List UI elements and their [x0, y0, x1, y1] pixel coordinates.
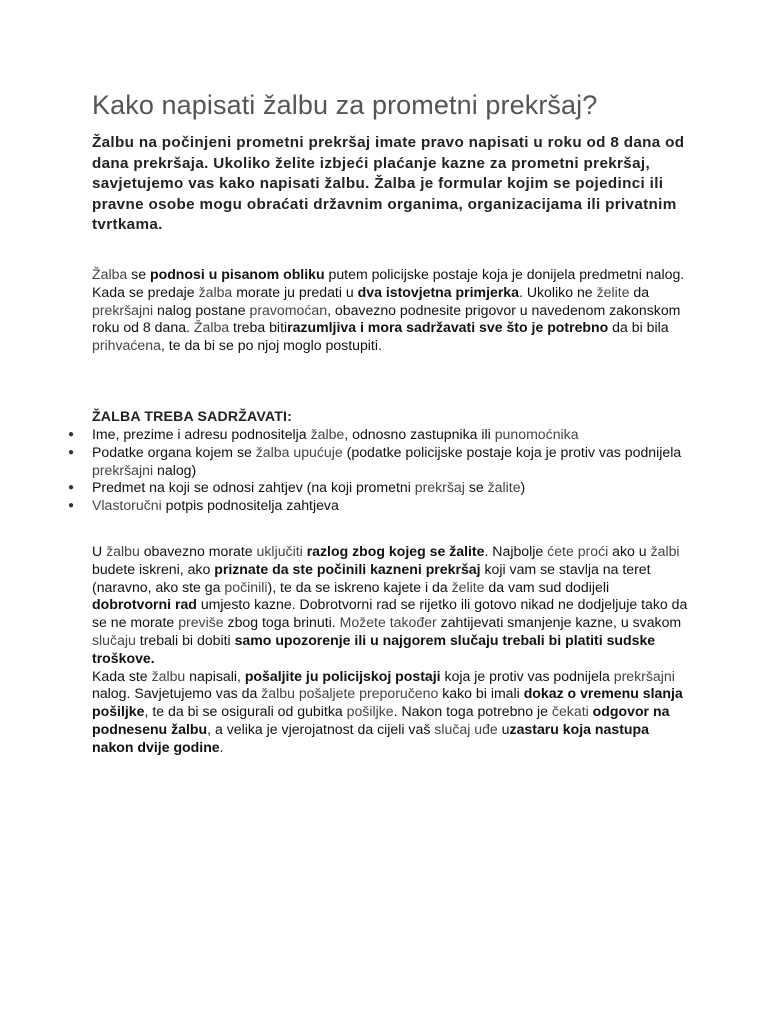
- text-run: prekršajni: [613, 667, 675, 684]
- text-run: ): [520, 479, 526, 496]
- list-item: [68, 497, 692, 515]
- text-run: . Najbolje: [484, 543, 548, 559]
- text-run: obavezno morate: [139, 543, 257, 559]
- text-run: potpis: [165, 497, 204, 514]
- text-run: pošiljke: [346, 703, 394, 720]
- text-run: upućuje: [293, 443, 343, 460]
- text-run: napisali,: [185, 667, 245, 684]
- text-run: , a velika je vjerojatnost da cijeli vaš: [207, 720, 435, 737]
- bullet-icon: ●: [68, 429, 75, 440]
- text-run: punomoćnika: [494, 426, 579, 442]
- text-run: želite: [596, 283, 630, 300]
- bullet-icon: ●: [68, 446, 75, 458]
- text-run: zbog toga brinuti.: [223, 614, 340, 631]
- text-run: umjesto kazne. Dobrotvorni rad se rijetko ili gotovo nikad ne dodjeljuje tako da se ne morate: [92, 596, 688, 631]
- text-run: (podatke policijske postaje koja je protiv vas podnijela: [342, 443, 682, 460]
- text-run: U: [92, 543, 107, 559]
- bold-run: razumljiva i mora sadržavati sve što je potrebno: [287, 319, 609, 336]
- text-run: Kada ste: [92, 667, 152, 684]
- text-run: da bi bila: [608, 319, 669, 336]
- text-run: previše: [178, 614, 224, 631]
- text-run: podnositelja zahtjeva: [203, 497, 339, 514]
- text-run: prekršajni: [92, 301, 154, 318]
- bullet-icon: ●: [68, 482, 75, 494]
- text-run: , obavezno podnesite prigovor u navedenom zakonskom roku od 8 dana.: [92, 301, 681, 336]
- text-run: prekršajni: [92, 461, 154, 478]
- list-item: [68, 479, 692, 497]
- bullet-icon: ●: [68, 500, 75, 512]
- text-run: čekati: [551, 703, 589, 720]
- text-run: slučaj uđe: [434, 720, 498, 737]
- text-run: morate ju predati u: [232, 283, 358, 300]
- text-run: treba biti: [229, 319, 288, 336]
- text-run: Podatke organa kojem se: [92, 443, 256, 460]
- bold-run: pošaljite ju policijskoj postaji: [244, 667, 441, 684]
- text-run: , te da bi se po njoj moglo postupiti.: [160, 337, 382, 354]
- text-run: se: [127, 266, 150, 282]
- text-run: da vam sud dodijeli: [484, 578, 610, 595]
- bold-run: zastaru koja nastupa nakon dvije godine: [92, 720, 649, 755]
- bold-run: dobrotvorni rad: [92, 596, 197, 613]
- text-run: žalba: [198, 283, 233, 300]
- bold-run: samo upozorenje ili u najgorem slučaju trebali bi platiti sudske troškove.: [92, 631, 656, 666]
- text-run: pravomoćan: [249, 301, 328, 318]
- text-run: Žalba: [92, 266, 128, 282]
- text-run: žalba: [255, 443, 290, 460]
- intro-paragraph: Žalbu na počinjeni prometni prekršaj imate pravo napisati u roku od 8 dana od dana prekršaja. Ukoliko želite izbjeći plaćanje kazne za prometni prekršaj, savjetujemo vas kako napisati žalbu. Žalba je formular kojim se pojedinci ili pravne osobe mogu obraćati državnim organima, organizacijama ili privatnim tvrtkama.: [92, 134, 685, 234]
- text-run: , te da bi se osigurali od gubitka: [144, 703, 347, 720]
- text-run: Predmet na koji se odnosi zahtjev (na koji prometni: [92, 479, 415, 496]
- requirements-list: [68, 426, 692, 515]
- text-run: ako u: [608, 543, 651, 559]
- text-run: Žalba: [193, 319, 230, 336]
- text-run: žalbi: [650, 543, 680, 559]
- text-run: se: [464, 479, 488, 496]
- text-run: trebali bi dobiti: [135, 631, 235, 648]
- bold-run: podnosi u pisanom obliku: [149, 266, 325, 282]
- bold-run: odgovor na podnesenu žalbu: [92, 703, 670, 737]
- bold-run: razlog zbog kojeg se žalite: [306, 543, 485, 559]
- text-run: . Nakon toga potrebno je: [393, 703, 552, 720]
- text-run: uključiti: [256, 543, 303, 559]
- text-run: nalog postane: [153, 301, 250, 318]
- text-run: žalite: [487, 479, 521, 496]
- text-run: ), te da se iskreno kajete i da: [267, 578, 452, 595]
- text-run: koji vam se stavlja na teret (naravno, ako ste ga: [92, 560, 651, 595]
- text-run: slučaju: [92, 631, 136, 648]
- text-run: , odnosno zastupnika ili: [344, 426, 495, 442]
- text-run: žalbe: [310, 426, 345, 442]
- text-run: prihvaćena: [92, 337, 161, 354]
- text-run: Vlastoručni: [92, 497, 162, 514]
- text-run: žalbu: [151, 667, 186, 684]
- bold-run: dva istovjetna primjerka: [357, 283, 519, 300]
- text-run: putem policijske postaje koja je donijela predmetni nalog. Kada se predaje: [92, 266, 685, 300]
- text-run: . Ukoliko ne: [519, 283, 597, 300]
- text-run: budete iskreni, ako: [92, 560, 215, 577]
- list-item: [68, 426, 692, 444]
- text-run: nalog): [153, 461, 197, 478]
- text-run: kako bi imali: [438, 685, 524, 702]
- page-title: Kako napisati žalbu za prometni prekršaj?: [92, 90, 598, 120]
- text-run: u: [497, 720, 510, 737]
- text-run: Ime, prezime i adresu podnositelja: [92, 426, 311, 442]
- list-item: [68, 443, 692, 480]
- bold-run: dokaz o vremenu slanja pošiljke: [92, 685, 683, 720]
- content-paragraph: [92, 543, 688, 757]
- text-run: počinili: [224, 578, 268, 595]
- text-run: .: [219, 738, 224, 755]
- section-heading: ŽALBA TREBA SADRŽAVATI:: [92, 408, 293, 424]
- text-run: zahtijevati smanjenje kazne, u svakom: [436, 614, 682, 631]
- text-run: nalog. Savjetujemo vas da: [92, 685, 262, 702]
- bold-run: priznate da ste počinili kazneni prekršaj: [214, 560, 481, 577]
- text-run: žalbu pošaljete preporučeno: [261, 685, 439, 702]
- text-run: da: [629, 283, 650, 300]
- text-run: Možete također: [339, 614, 437, 631]
- text-run: prekršaj: [414, 479, 465, 496]
- text-run: želite: [451, 578, 485, 595]
- submission-paragraph: [92, 266, 692, 355]
- text-run: koja je protiv vas podnijela: [440, 667, 614, 684]
- text-run: žalbu: [106, 543, 140, 559]
- text-run: ćete proći: [547, 543, 609, 559]
